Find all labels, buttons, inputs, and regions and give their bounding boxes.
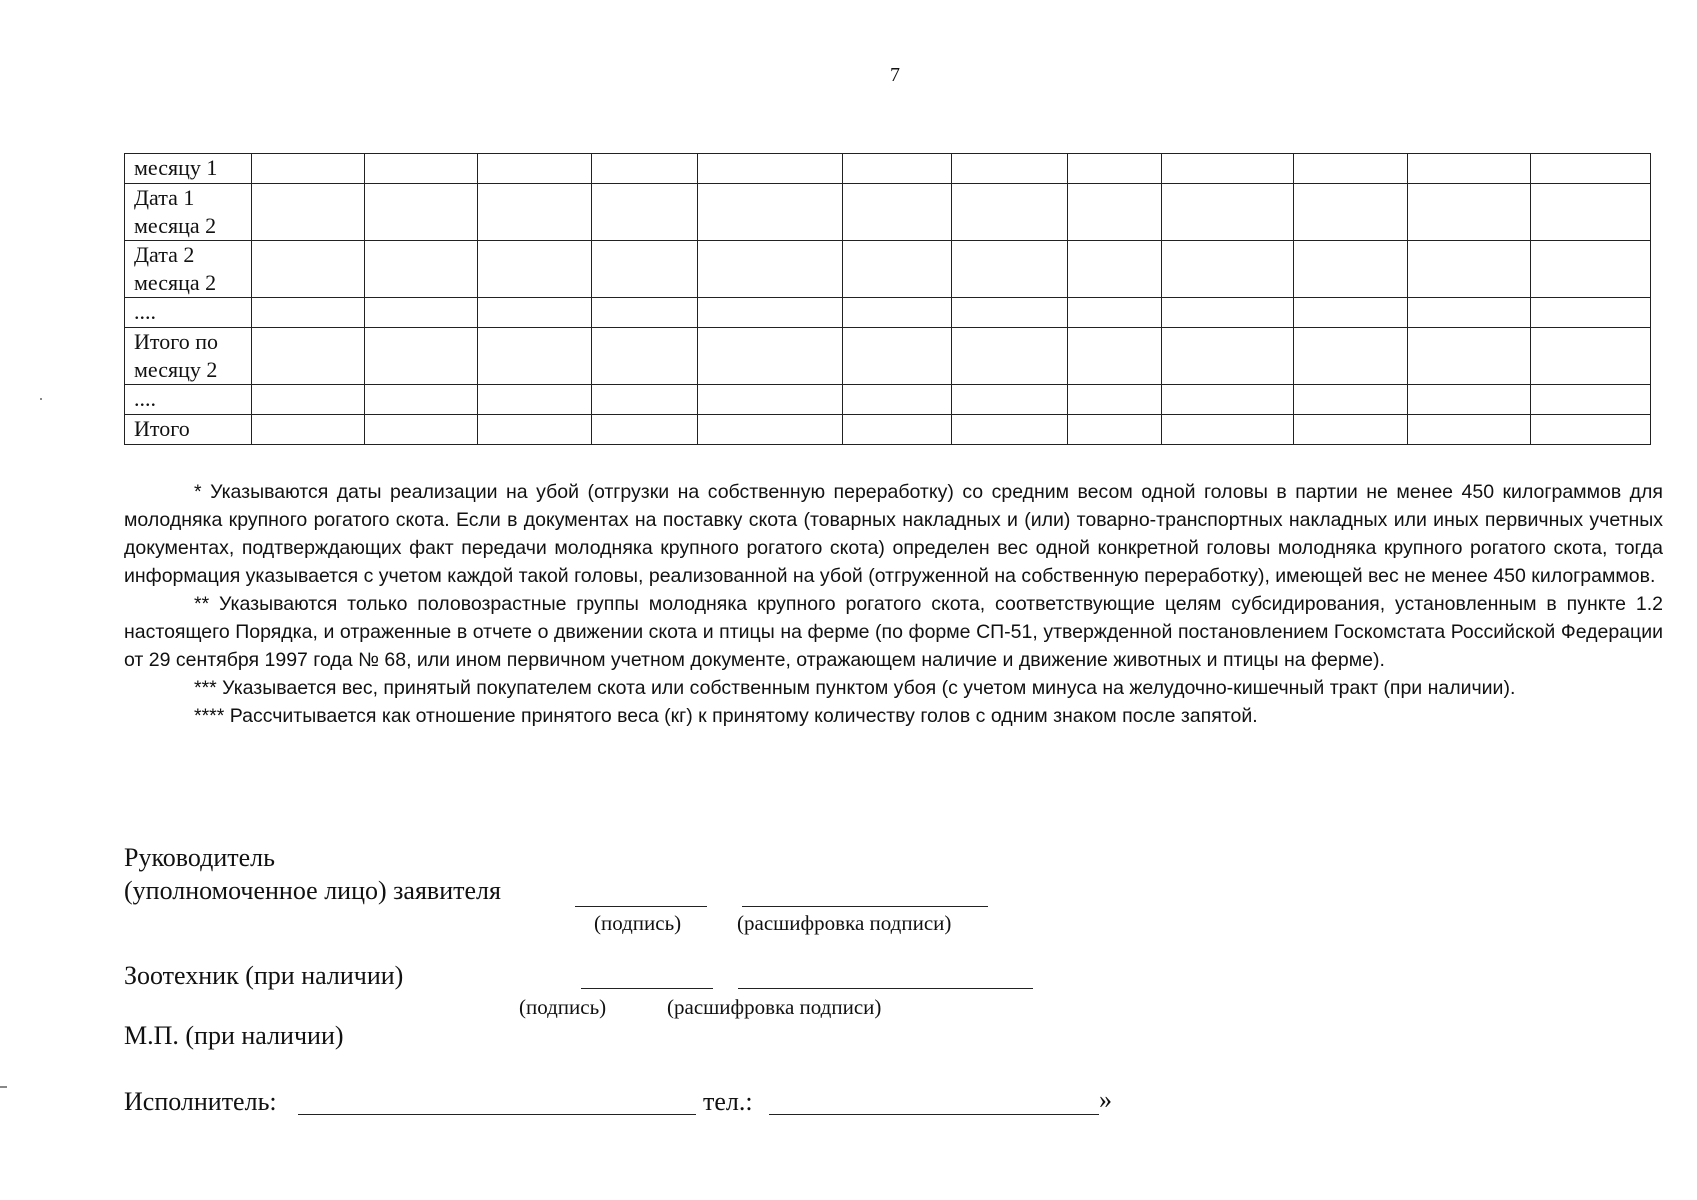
table-cell[interactable]	[952, 385, 1068, 415]
footnotes	[124, 478, 1663, 730]
table-cell[interactable]	[478, 298, 592, 328]
table-cell[interactable]	[592, 241, 698, 298]
table-cell[interactable]	[698, 385, 843, 415]
table-row	[125, 241, 1651, 298]
executor-label: Исполнитель:	[124, 1087, 277, 1116]
table-cell[interactable]	[1068, 415, 1162, 445]
table-cell[interactable]	[1408, 184, 1531, 241]
table-cell[interactable]	[478, 328, 592, 385]
table-cell[interactable]	[1294, 241, 1408, 298]
table-cell[interactable]	[365, 328, 478, 385]
table-cell[interactable]	[1294, 415, 1408, 445]
table-cell[interactable]	[592, 328, 698, 385]
table-cell[interactable]	[252, 385, 365, 415]
table-cell[interactable]	[365, 298, 478, 328]
table-cell[interactable]	[952, 415, 1068, 445]
table-cell[interactable]	[1068, 328, 1162, 385]
zoo-signature-line[interactable]	[581, 988, 713, 989]
table-cell[interactable]	[698, 241, 843, 298]
phone-label: тел.:	[703, 1087, 753, 1116]
zoo-decode-caption: (расшифровка подписи)	[667, 995, 882, 1019]
head-title: Руководитель	[124, 843, 275, 872]
table-cell[interactable]	[1068, 385, 1162, 415]
table-cell[interactable]	[478, 154, 592, 184]
table-cell[interactable]	[1162, 184, 1294, 241]
table-cell[interactable]	[1294, 154, 1408, 184]
table-cell[interactable]	[365, 154, 478, 184]
table-cell[interactable]	[1068, 241, 1162, 298]
table-row	[125, 298, 1651, 328]
table-cell[interactable]	[1162, 385, 1294, 415]
phone-line[interactable]	[769, 1114, 1099, 1115]
table-cell[interactable]	[1408, 415, 1531, 445]
table-cell[interactable]	[478, 241, 592, 298]
table-cell[interactable]	[592, 385, 698, 415]
table-cell[interactable]	[1408, 328, 1531, 385]
table-row	[125, 385, 1651, 415]
table-cell[interactable]	[1531, 241, 1651, 298]
head-subtitle: (уполномоченное лицо) заявителя	[124, 876, 501, 905]
table-cell[interactable]	[1531, 415, 1651, 445]
table-cell[interactable]	[1068, 184, 1162, 241]
table-cell[interactable]	[365, 184, 478, 241]
table-cell[interactable]	[843, 184, 952, 241]
table-cell[interactable]	[1531, 154, 1651, 184]
footnote-2: ** Указываются только половозрастные группы молодняка крупного рогатого скота, соответствующие целям субсидирования, установленным в пункте 1.2 настоящего Порядка, и отраженные в отчете о движении скота и птицы на ферме (по форме СП-51, утвержденной постановлением Госкомстата Российской Федерации от 29 сентября 1997 года № 68, или ином первичном учетном документе, отражающем наличие и движение животных и птицы на ферме).	[124, 593, 1663, 671]
table-cell[interactable]	[1531, 298, 1651, 328]
table-cell[interactable]	[252, 154, 365, 184]
table-cell[interactable]	[1294, 385, 1408, 415]
table-cell[interactable]	[1162, 298, 1294, 328]
table-cell[interactable]	[365, 385, 478, 415]
closing-quote: »	[1099, 1085, 1112, 1114]
table-cell[interactable]	[1408, 385, 1531, 415]
table-cell[interactable]	[698, 184, 843, 241]
table-cell[interactable]	[1068, 154, 1162, 184]
table-cell[interactable]	[952, 154, 1068, 184]
table-cell[interactable]	[592, 154, 698, 184]
row-label: ....	[125, 298, 252, 328]
table-row	[125, 184, 1651, 241]
footnote-4: **** Рассчитывается как отношение принятого веса (кг) к принятому количеству голов с одним знаком после запятой.	[194, 705, 1258, 727]
table-cell[interactable]	[252, 298, 365, 328]
table-cell[interactable]	[698, 154, 843, 184]
table-cell[interactable]	[1068, 298, 1162, 328]
row-label: ....	[125, 385, 252, 415]
table-cell[interactable]	[1162, 241, 1294, 298]
table-cell[interactable]	[1408, 241, 1531, 298]
stamp-label: М.П. (при наличии)	[124, 1021, 344, 1050]
table-cell[interactable]	[843, 415, 952, 445]
row-label: Дата 2 месяца 2	[125, 241, 252, 298]
row-label: Дата 1 месяца 2	[125, 184, 252, 241]
table-cell[interactable]	[952, 241, 1068, 298]
table-cell[interactable]	[252, 415, 365, 445]
table-cell[interactable]	[478, 415, 592, 445]
zoo-decode-line[interactable]	[738, 988, 1033, 989]
row-label: месяцу 1	[125, 154, 252, 184]
executor-line[interactable]	[298, 1114, 696, 1115]
head-decode-caption: (расшифровка подписи)	[737, 911, 952, 935]
head-decode-line[interactable]	[742, 906, 988, 907]
table-cell[interactable]	[952, 184, 1068, 241]
page-number: 7	[890, 64, 900, 86]
footnote-3: *** Указывается вес, принятый покупателем скота или собственным пунктом убоя (с учетом минуса на желудочно-кишечный тракт (при наличии).	[194, 677, 1516, 699]
table-cell[interactable]	[1408, 154, 1531, 184]
head-signature-caption: (подпись)	[594, 911, 682, 935]
footnote-1: * Указываются даты реализации на убой (отгрузки на собственную переработку) со средним весом одной головы в партии не менее 450 килограммов для молодняка крупного рогатого скота. Если в документах на поставку скота (товарных накладных и (или) товарно-транспортных накладных или иных первичных учетных документах, подтверждающих факт передачи молодняка крупного рогатого скота) определен вес одной конкретной головы молодняка крупного рогатого скота, тогда информация указывается с учетом каждой такой головы, реализованной на убой (отгруженной на собственную переработку), имеющей вес не менее 450 килограммов.	[124, 481, 1663, 587]
table-cell[interactable]	[1531, 328, 1651, 385]
table-cell[interactable]	[1408, 298, 1531, 328]
zoo-signature-caption: (подпись)	[519, 995, 607, 1019]
table-cell[interactable]	[952, 328, 1068, 385]
table-cell[interactable]	[1162, 415, 1294, 445]
table-cell[interactable]	[952, 298, 1068, 328]
table-cell[interactable]	[698, 298, 843, 328]
table-cell[interactable]	[1294, 328, 1408, 385]
zootechnician-label: Зоотехник (при наличии)	[124, 961, 404, 990]
row-label: Итого	[125, 415, 252, 445]
table-cell[interactable]	[843, 328, 952, 385]
table-cell[interactable]	[843, 298, 952, 328]
table-cell[interactable]	[252, 241, 365, 298]
table-cell[interactable]	[1531, 385, 1651, 415]
table-cell[interactable]	[698, 328, 843, 385]
table-cell[interactable]	[843, 154, 952, 184]
table-cell[interactable]	[843, 385, 952, 415]
table-cell[interactable]	[1294, 298, 1408, 328]
head-signature-line[interactable]	[575, 906, 707, 907]
table-cell[interactable]	[698, 415, 843, 445]
scan-mark	[0, 1086, 7, 1088]
table-cell[interactable]	[252, 184, 365, 241]
table-row	[125, 328, 1651, 385]
table-cell[interactable]	[252, 328, 365, 385]
scan-dot	[40, 398, 42, 400]
table-row	[125, 415, 1651, 445]
table-cell[interactable]	[365, 241, 478, 298]
table-cell[interactable]	[1162, 328, 1294, 385]
table-cell[interactable]	[1162, 154, 1294, 184]
table-row	[125, 154, 1651, 184]
data-table	[124, 153, 1651, 445]
table-cell[interactable]	[592, 184, 698, 241]
row-label: Итого по месяцу 2	[125, 328, 252, 385]
table-cell[interactable]	[478, 385, 592, 415]
table-cell[interactable]	[365, 415, 478, 445]
table-cell[interactable]	[1531, 184, 1651, 241]
table-cell[interactable]	[843, 241, 952, 298]
table-cell[interactable]	[592, 415, 698, 445]
table-cell[interactable]	[592, 298, 698, 328]
table-cell[interactable]	[1294, 184, 1408, 241]
table-cell[interactable]	[478, 184, 592, 241]
